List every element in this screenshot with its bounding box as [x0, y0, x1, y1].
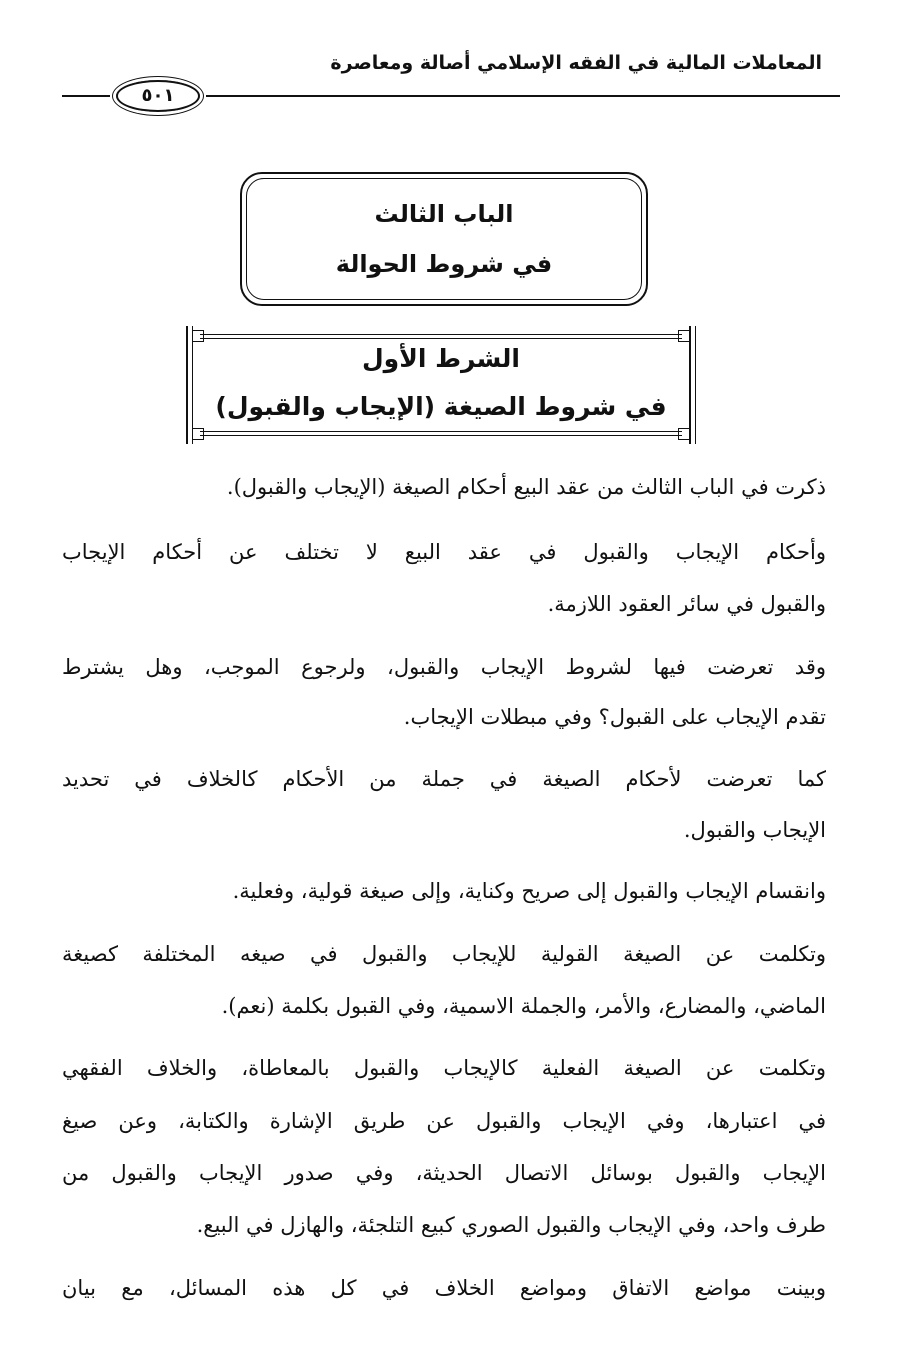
body-line-3: والقبول في سائر العقود اللازمة. — [547, 592, 826, 616]
section-title-frame — [186, 326, 696, 444]
body-line-14: طرف واحد، وفي الإيجاب والقبول الصوري كبيع التلجئة، والهازل في البيع. — [196, 1213, 826, 1237]
chapter-title-box — [240, 172, 648, 306]
chapter-subtitle: في شروط الحوالة — [335, 250, 553, 278]
frame-corner-ornament — [192, 428, 204, 440]
body-line-13: الإيجاب والقبول بوسائل الاتصال الحديثة، وفي صدور الإيجاب والقبول من — [62, 1161, 826, 1185]
body-line-12: في اعتبارها، وفي الإيجاب والقبول عن طريق الإشارة والكتابة، وعن صيغ — [62, 1109, 826, 1133]
body-line-2: وأحكام الإيجاب والقبول في عقد البيع لا تختلف عن أحكام الإيجاب — [62, 540, 826, 564]
section-title: الشرط الأول — [361, 344, 521, 373]
body-line-4: وقد تعرضت فيها لشروط الإيجاب والقبول، ولرجوع الموجب، وهل يشترط — [62, 655, 826, 679]
body-line-1: ذكرت في الباب الثالث من عقد البيع أحكام الصيغة (الإيجاب والقبول). — [226, 475, 826, 499]
body-line-9: وتكلمت عن الصيغة القولية للإيجاب والقبول في صيغه المختلفة كصيغة — [62, 942, 826, 966]
frame-corner-ornament — [678, 330, 690, 342]
body-line-11: وتكلمت عن الصيغة الفعلية كالإيجاب والقبول بالمعاطاة، والخلاف الفقهي — [62, 1056, 826, 1080]
body-line-6: كما تعرضت لأحكام الصيغة في جملة من الأحكام كالخلاف في تحديد — [62, 767, 826, 791]
section-subtitle: في شروط الصيغة (الإيجاب والقبول) — [215, 392, 667, 421]
frame-corner-ornament — [678, 428, 690, 440]
body-line-10: الماضي، والمضارع، والأمر، والجملة الاسمية، وفي القبول بكلمة (نعم). — [221, 994, 826, 1018]
chapter-title: الباب الثالث — [374, 200, 514, 228]
chapter-title-box-inner-border — [246, 178, 642, 300]
running-title: المعاملات المالية في الفقه الإسلامي أصالة ومعاصرة — [330, 52, 822, 74]
body-line-7: الإيجاب والقبول. — [683, 818, 826, 842]
body-line-15: وبينت مواضع الاتفاق ومواضع الخلاف في كل هذه المسائل، مع بيان — [62, 1276, 826, 1300]
frame-corner-ornament — [192, 330, 204, 342]
frame-bottom-rule — [200, 431, 682, 436]
frame-top-rule — [200, 334, 682, 339]
page-number: ٥٠١ — [116, 80, 200, 112]
body-line-8: وانقسام الإيجاب والقبول إلى صريح وكناية، وإلى صيغة قولية، وفعلية. — [232, 879, 826, 903]
body-line-5: تقدم الإيجاب على القبول؟ وفي مبطلات الإيجاب. — [403, 705, 826, 729]
page-number-badge — [110, 78, 206, 114]
